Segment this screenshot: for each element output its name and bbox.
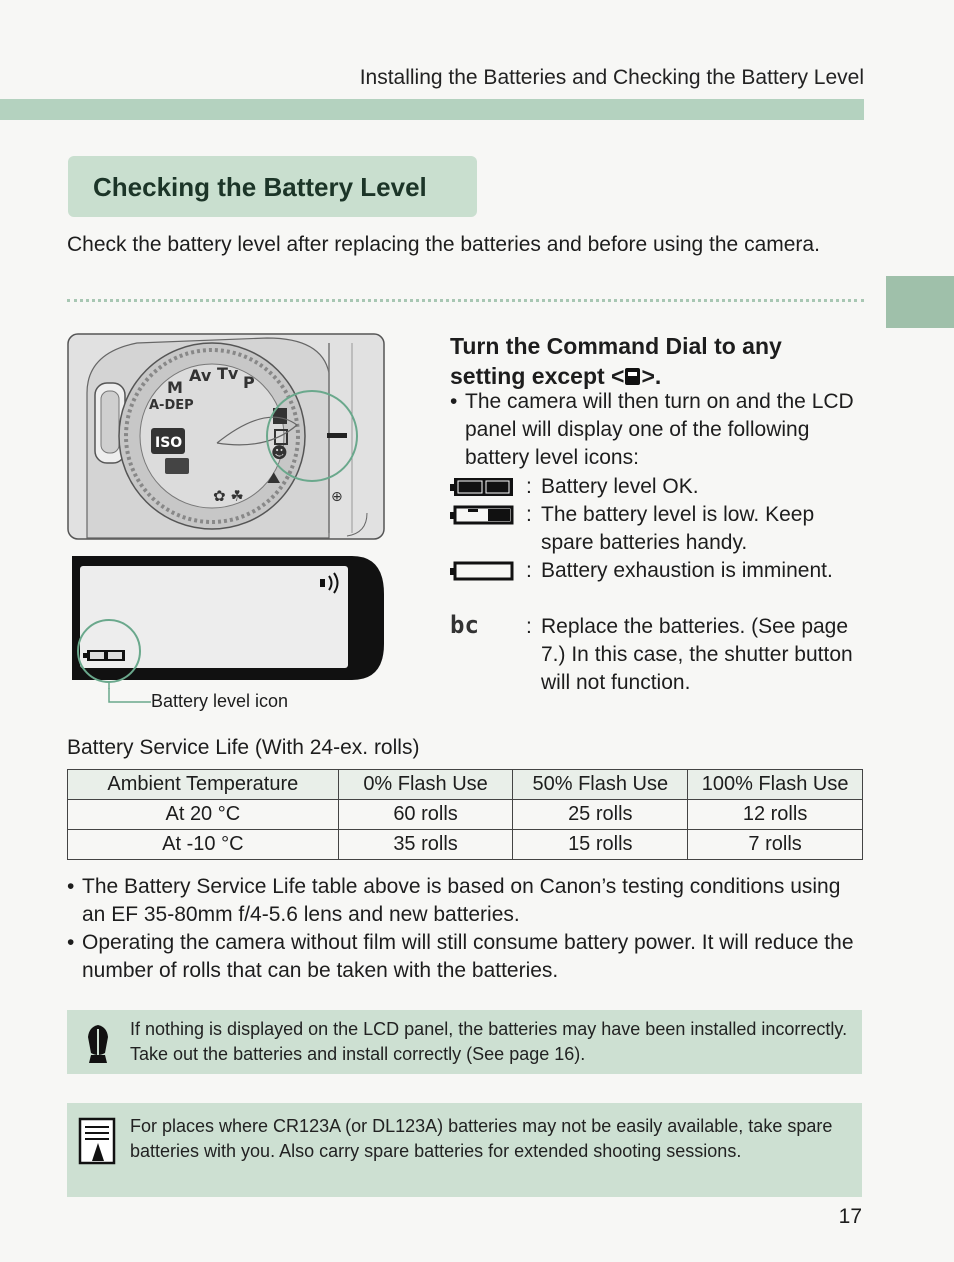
battery-level-row-empty <box>450 557 870 613</box>
colon: : <box>526 559 532 582</box>
battery-level-ok-text: Battery level OK. <box>541 475 699 498</box>
svg-text:ISO: ISO <box>155 435 183 451</box>
svg-text:M: M <box>167 378 183 397</box>
section-title: Checking the Battery Level <box>93 172 427 202</box>
table-cell: 7 rolls <box>688 830 863 860</box>
step-bullet-text: The camera will then turn on and the LCD panel will display one of the following battery level icons: <box>465 390 854 469</box>
battery-low-icon <box>450 505 514 525</box>
table-caption: Battery Service Life (With 24-ex. rolls) <box>67 736 420 759</box>
memo-text: For places where CR123A (or DL123A) batteries may not be easily available, take spare batteries with you. Also carry spare batteries for extended shooting sessions. <box>130 1116 833 1161</box>
svg-text:⊕: ⊕ <box>331 489 343 505</box>
command-dial-illustration <box>67 333 389 545</box>
notes-list <box>67 873 857 985</box>
svg-text:Tv: Tv <box>217 364 239 383</box>
caution-text: If nothing is displayed on the LCD panel, the batteries may have been installed incorrectly. Take out the batteries and install correctly (See page 16). <box>130 1019 848 1064</box>
bullet-marker: • <box>67 875 75 898</box>
battery-level-row-low <box>450 501 870 557</box>
memo-callout <box>67 1103 862 1197</box>
lcd-panel-illustration <box>66 554 386 689</box>
colon: : <box>526 503 532 526</box>
table-cell: 25 rolls <box>513 800 688 830</box>
intro-text: Check the battery level after replacing the batteries and before using the camera. <box>67 233 820 256</box>
header-band <box>0 99 864 120</box>
note-item <box>67 929 857 985</box>
bc-icon: bc <box>450 611 479 639</box>
colon: : <box>526 475 532 498</box>
svg-text:Av: Av <box>189 366 212 385</box>
step-bullet <box>450 388 870 472</box>
battery-level-empty-text: Battery exhaustion is imminent. <box>541 559 833 582</box>
table-header: 50% Flash Use <box>513 770 688 800</box>
battery-level-low-text: The battery level is low. Keep spare batteries handy. <box>541 503 815 554</box>
table-cell: 60 rolls <box>338 800 513 830</box>
table-cell: 35 rolls <box>338 830 513 860</box>
battery-level-row-ok <box>450 473 870 501</box>
table-cell: At -10 °C <box>68 830 339 860</box>
leader-line <box>105 688 153 708</box>
dotted-divider <box>67 299 864 302</box>
page-number: 17 <box>838 1205 862 1228</box>
table-header: 0% Flash Use <box>338 770 513 800</box>
table-header: Ambient Temperature <box>68 770 339 800</box>
table-cell: 12 rolls <box>688 800 863 830</box>
step-title-post: >. <box>641 363 662 389</box>
bullet-marker: • <box>67 931 75 954</box>
svg-text:A-DEP: A-DEP <box>149 398 194 413</box>
running-header: Installing the Batteries and Checking the Battery Level <box>359 66 864 89</box>
caution-icon <box>77 1023 119 1065</box>
battery-full-icon <box>450 477 514 497</box>
step-title <box>450 331 870 391</box>
battery-level-row-replace <box>450 613 870 697</box>
lock-position-icon <box>624 367 641 386</box>
svg-text:✿ ☘: ✿ ☘ <box>213 487 244 505</box>
memo-icon <box>78 1117 116 1167</box>
chapter-tab <box>886 276 954 328</box>
caution-callout <box>67 1010 862 1074</box>
battery-level-replace-text: Replace the batteries. (See page 7.) In this case, the shutter button will not function. <box>541 615 853 694</box>
table-header-row <box>68 770 863 800</box>
step-title-line1: Turn the Command Dial to any <box>450 333 782 359</box>
table-cell: At 20 °C <box>68 800 339 830</box>
colon: : <box>526 615 532 638</box>
table-row <box>68 800 863 830</box>
svg-text:⛰: ⛰ <box>267 468 281 487</box>
battery-service-life-table <box>67 769 863 860</box>
note-item <box>67 873 857 929</box>
svg-text:☻: ☻ <box>271 443 288 462</box>
note-text: The Battery Service Life table above is based on Canon’s testing conditions using an EF 35-80mm f/4-5.6 lens and new batteries. <box>82 875 841 926</box>
step-title-pre: setting except < <box>450 363 625 389</box>
table-cell: 15 rolls <box>513 830 688 860</box>
note-text: Operating the camera without film will still consume battery power. It will reduce the number of rolls that can be taken with the batteries. <box>82 931 854 982</box>
svg-text:P: P <box>243 373 255 392</box>
table-row <box>68 830 863 860</box>
step-title-line2 <box>450 361 870 391</box>
bullet-marker: • <box>450 390 458 413</box>
table-header: 100% Flash Use <box>688 770 863 800</box>
battery-level-icon-label: Battery level icon <box>151 691 289 711</box>
battery-empty-icon <box>450 561 514 581</box>
